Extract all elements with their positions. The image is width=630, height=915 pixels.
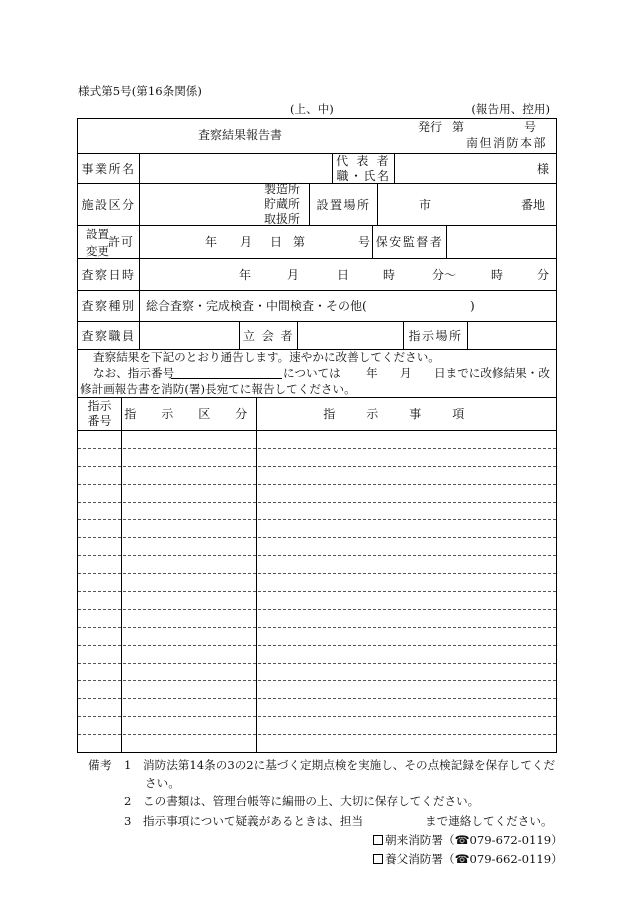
inspection-datetime-row — [78, 259, 556, 291]
instruction-category-cell — [122, 610, 257, 627]
instruction-category-cell — [122, 717, 257, 734]
inspection-start-hour-label: 時 — [383, 267, 396, 282]
table-row — [78, 628, 556, 646]
instruction-category-cell — [122, 485, 257, 502]
header-row — [78, 119, 556, 154]
instruction-detail-cell — [257, 699, 556, 716]
instruction-number-cell — [78, 735, 122, 752]
instruction-detail-cell — [257, 681, 556, 698]
notice-line-1: 査察結果を下記のとおり通告します。速やかに改善してください。 — [93, 350, 440, 364]
close-paren: ） — [551, 852, 563, 866]
notice-line-3: 修計画報告書を消防(署)長宛てに報告してください。 — [80, 382, 356, 396]
staff-row — [78, 322, 556, 350]
remark-1-text-line2: さい。 — [145, 776, 180, 790]
column-divider — [121, 431, 122, 752]
instruction-number-cell — [78, 485, 122, 502]
permit-number-prefix: 第 — [293, 235, 306, 249]
instruction-category-cell — [122, 628, 257, 645]
witness-label: 立 会 者 — [240, 322, 298, 349]
instruction-detail-cell — [257, 431, 556, 448]
facility-row — [78, 184, 556, 226]
city-label: 市 — [419, 197, 432, 212]
safety-supervisor-label: 保安監督者 — [373, 226, 447, 258]
contact-asago-station — [373, 833, 563, 847]
copy-mark-left: (上、中) — [290, 102, 334, 116]
issuer-name: 南但消防本部 — [466, 136, 548, 150]
facility-type-handling: 取扱所 — [263, 212, 300, 226]
table-row — [78, 610, 556, 628]
instruction-category-cell — [122, 664, 257, 681]
notice-line-2-start: なお、指示番号 — [93, 366, 175, 380]
instruction-detail-cell — [257, 735, 556, 752]
instruction-number-cell — [78, 664, 122, 681]
instruction-detail-cell — [257, 449, 556, 466]
representative-field — [395, 154, 556, 183]
instruction-detail-cell — [257, 574, 556, 591]
permit-label-change: 変更 — [86, 244, 109, 258]
instruction-category-cell — [122, 449, 257, 466]
remark-3-number: 3 — [124, 814, 132, 828]
instruction-category-cell — [122, 574, 257, 591]
instruction-category-cell — [122, 503, 257, 520]
address-label: 番地 — [521, 197, 546, 212]
instruction-detail-cell — [257, 646, 556, 663]
instruction-detail-cell — [257, 485, 556, 502]
permit-day-label: 日 — [270, 235, 283, 249]
inspection-year-label: 年 — [239, 267, 252, 282]
instruction-number-cell — [78, 681, 122, 698]
table-row — [78, 503, 556, 521]
remark-1-text-line1: 消防法第14条の3の2に基づく定期点検を実施し、その点検記録を保存してくだ — [143, 758, 556, 772]
business-name-label: 事業所名 — [78, 154, 140, 183]
notice-line-2-end: 日までに改修結果・改 — [434, 366, 550, 380]
table-row — [78, 556, 556, 574]
instruction-detail-cell — [257, 520, 556, 537]
inspection-type-close-paren: ) — [470, 299, 475, 313]
table-row — [78, 431, 556, 449]
instruction-detail-cell — [257, 717, 556, 734]
phone-icon — [455, 852, 470, 866]
inspection-day-label: 日 — [337, 267, 350, 282]
instruction-category-cell — [122, 520, 257, 537]
table-row — [78, 520, 556, 538]
location-label: 設置場所 — [310, 184, 378, 225]
facility-type-cell — [140, 184, 310, 225]
instruction-place-field — [468, 322, 556, 349]
instruction-detail-header: 指 示 事 項 — [323, 407, 474, 421]
instruction-number-header — [78, 398, 122, 430]
instruction-number-cell — [78, 467, 122, 484]
honorific: 様 — [537, 161, 550, 176]
issue-label: 発行 — [418, 120, 443, 134]
inspection-datetime-label: 査察日時 — [78, 259, 140, 290]
table-row — [78, 538, 556, 556]
instruction-category-cell — [122, 431, 257, 448]
instruction-number-cell — [78, 592, 122, 609]
instruction-place-label: 指示場所 — [404, 322, 468, 349]
permit-row — [78, 226, 556, 259]
instruction-category-header: 指 示 区 分 — [122, 398, 257, 430]
table-row — [78, 717, 556, 735]
facility-type-storage: 貯蔵所 — [263, 197, 300, 211]
remarks-label: 備考 — [88, 758, 113, 772]
instruction-number-cell — [78, 717, 122, 734]
issue-number-suffix: 号 — [524, 120, 537, 134]
form-number: 様式第5号(第16条関係) — [78, 84, 202, 98]
instruction-number-header-line1: 指示 — [87, 399, 112, 413]
table-row — [78, 574, 556, 592]
inspection-type-row — [78, 291, 556, 322]
report-table — [77, 118, 557, 753]
permit-label-install: 設置 — [86, 227, 109, 241]
open-paren: （ — [442, 833, 455, 847]
instruction-detail-cell — [257, 503, 556, 520]
phone-icon — [455, 833, 470, 847]
close-paren: ） — [551, 833, 563, 847]
instruction-number-cell — [78, 610, 122, 627]
table-row — [78, 449, 556, 467]
permit-month-label: 月 — [240, 235, 253, 249]
inspection-start-minute-label: 分～ — [432, 267, 457, 282]
business-name-field — [140, 154, 333, 183]
remark-3-text-start: 指示事項について疑義があるときは、担当 — [143, 814, 364, 828]
permit-number-suffix: 号 — [358, 235, 371, 249]
table-row — [78, 681, 556, 699]
instruction-detail-cell — [257, 610, 556, 627]
permit-year-label: 年 — [205, 235, 218, 249]
table-row — [78, 646, 556, 664]
instruction-number-header-line2: 番号 — [87, 414, 112, 428]
inspection-type-label: 査察種別 — [78, 291, 140, 321]
column-divider — [256, 431, 257, 752]
instruction-category-cell — [122, 467, 257, 484]
instruction-number-cell — [78, 646, 122, 663]
representative-label — [333, 154, 395, 183]
representative-label-line1: 代 表 者 — [336, 153, 391, 168]
phone-number: 079-662-0119 — [469, 852, 552, 866]
table-row — [78, 699, 556, 717]
checkbox — [373, 835, 383, 845]
remark-2-text: この書類は、管理台帳等に編冊の上、大切に保存してください。 — [143, 794, 480, 808]
permit-label — [78, 226, 140, 258]
notice-line-2-regarding: については — [283, 366, 341, 380]
table-row — [78, 735, 556, 752]
instruction-number-cell — [78, 520, 122, 537]
station-name: 養父消防署 — [385, 852, 443, 866]
permit-label-permission: 許可 — [108, 235, 135, 249]
instruction-category-cell — [122, 681, 257, 698]
copy-mark-right: (報告用、控用) — [471, 102, 550, 116]
instruction-number-cell — [78, 699, 122, 716]
instruction-number-cell — [78, 431, 122, 448]
remark-2-number: 2 — [124, 794, 132, 808]
business-row — [78, 154, 556, 184]
notice-year-label: 年 — [366, 366, 378, 380]
instruction-detail-cell — [257, 556, 556, 573]
instruction-number-cell — [78, 628, 122, 645]
instruction-rows — [78, 431, 556, 752]
instruction-detail-cell — [257, 628, 556, 645]
station-name: 朝来消防署 — [385, 833, 443, 847]
open-paren: （ — [442, 852, 455, 866]
permit-date-field — [140, 226, 373, 258]
facility-type-manufacturing: 製造所 — [263, 182, 300, 196]
report-title: 査察結果報告書 — [198, 128, 283, 142]
witness-field — [298, 322, 404, 349]
phone-number: 079-672-0119 — [469, 833, 552, 847]
notice-row — [78, 350, 556, 398]
instruction-detail-cell — [257, 664, 556, 681]
inspection-end-hour-label: 時 — [491, 267, 504, 282]
contact-yabu-station — [373, 852, 563, 866]
remark-1-number: 1 — [124, 758, 132, 772]
instruction-number-cell — [78, 538, 122, 555]
instruction-category-cell — [122, 538, 257, 555]
inspection-type-options: 総合査察・完成検査・中間検査・その他( — [146, 299, 367, 313]
checkbox — [373, 854, 383, 864]
instruction-category-cell — [122, 646, 257, 663]
inspection-month-label: 月 — [287, 267, 300, 282]
instruction-header-row — [78, 398, 556, 431]
instruction-detail-cell — [257, 592, 556, 609]
instruction-number-blank — [171, 367, 282, 379]
issue-number-prefix: 第 — [452, 120, 465, 134]
instruction-number-cell — [78, 574, 122, 591]
table-row — [78, 592, 556, 610]
instruction-category-cell — [122, 556, 257, 573]
table-row — [78, 664, 556, 682]
instruction-number-cell — [78, 556, 122, 573]
instruction-detail-cell — [257, 538, 556, 555]
facility-category-label: 施設区分 — [78, 184, 140, 225]
notice-month-label: 月 — [400, 366, 412, 380]
instruction-category-cell — [122, 592, 257, 609]
table-row — [78, 467, 556, 485]
instruction-category-cell — [122, 699, 257, 716]
safety-supervisor-field — [447, 226, 556, 258]
instruction-number-cell — [78, 503, 122, 520]
inspector-label: 査察職員 — [78, 322, 140, 349]
remark-3-text-end: まで連絡してください。 — [425, 814, 553, 828]
inspector-field — [140, 322, 240, 349]
inspection-end-minute-label: 分 — [537, 267, 550, 282]
instruction-detail-cell — [257, 467, 556, 484]
instruction-category-cell — [122, 735, 257, 752]
instruction-number-cell — [78, 449, 122, 466]
table-row — [78, 485, 556, 503]
representative-label-line2: 職・氏名 — [336, 168, 391, 183]
